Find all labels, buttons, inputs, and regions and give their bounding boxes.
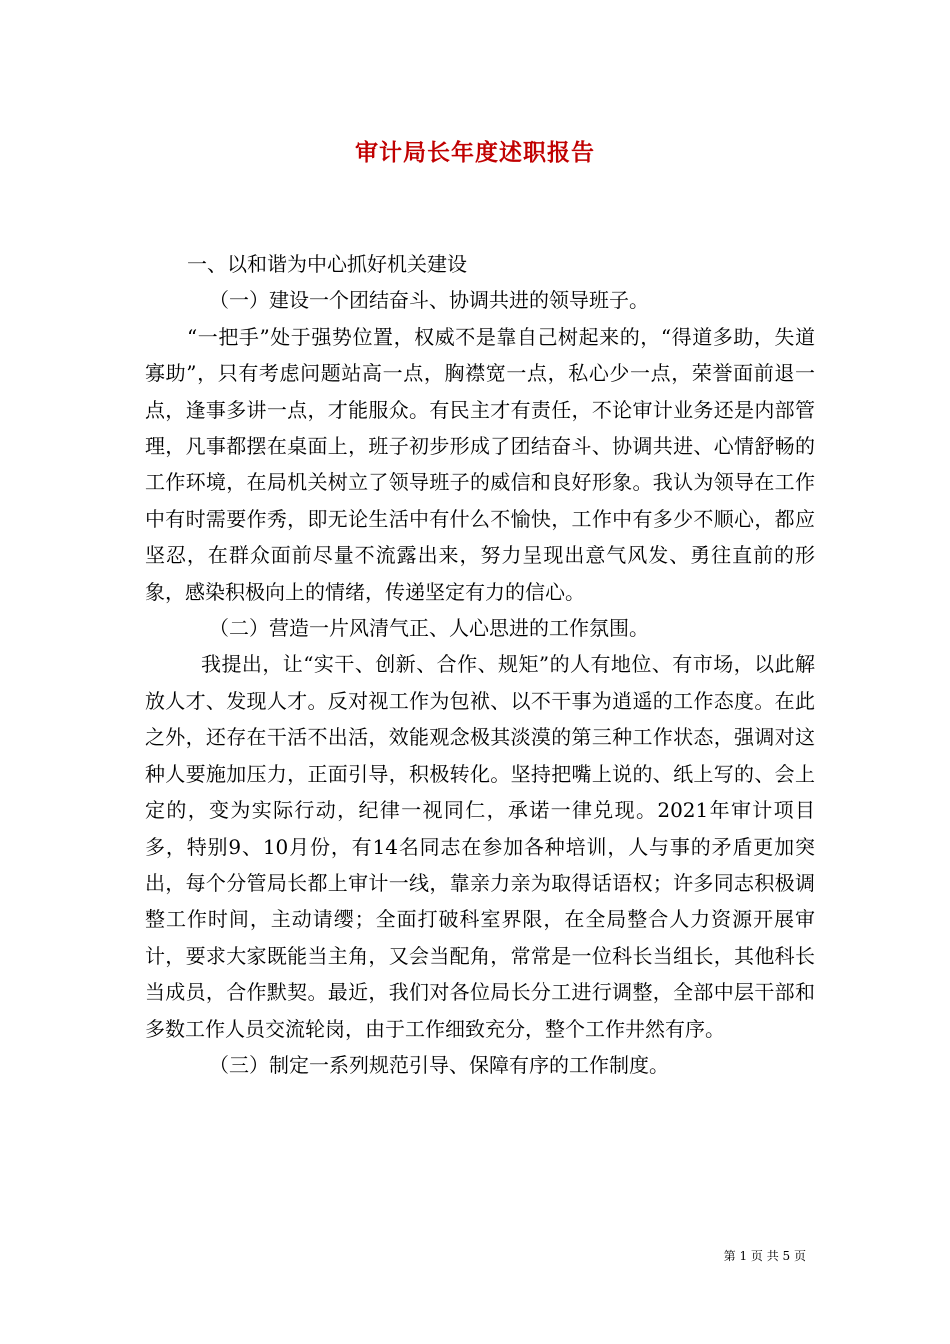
section-heading: 一、以和谐为中心抓好机关建设 [187,252,467,276]
document-title: 审计局长年度述职报告 [355,139,595,166]
paragraph: 我提出，让“实干、创新、合作、规矩”的人有地位、有市场，以此解放人才、发现人才。反对视工作为包袱、以不干事为逍遥的工作态度。在此之外，还存在干活不出活，效能观念极其淡漠的第三种工作状态，强调对这种人要施加压力，正面引导，积极转化。坚持把嘴上说的、纸上写的、会上定的，变为实际行动，纪律一视同仁，承诺一律兑现。2021年审计项目多，特别9、10月份，有14名同志在参加各种培训，人与事的矛盾更加突出，每个分管局长都上审计一线，靠亲力亲为取得话语权；许多同志积极调整工作时间，主动请缨；全面打破科室界限，在全局整合人力资源开展审计，要求大家既能当主角，又会当配角，常常是一位科长当组长，其他科长当成员，合作默契。最近，我们对各位局长分工进行调整，全部中层干部和多数工作人员交流轮岗，由于工作细致充分，整个工作井然有序。 [145,652,815,1041]
paragraph: “一把手”处于强势位置，权威不是靠自己树起来的，“得道多助，失道寡助”，只有考虑问题站高一点，胸襟宽一点，私心少一点，荣誉面前退一点，逢事多讲一点，才能服众。有民主才有责任，不论审计业务还是内部管理，凡事都摆在桌面上，班子初步形成了团结奋斗、协调共进、心情舒畅的工作环境，在局机关树立了领导班子的威信和良好形象。我认为领导在工作中有时需要作秀，即无论生活中有什么不愉快，工作中有多少不顺心，都应坚忍，在群众面前尽量不流露出来，努力呈现出意气风发、勇往直前的形象，感染积极向上的情绪，传递坚定有力的信心。 [145,324,815,604]
subsection-heading: （二）营造一片风清气正、人心思进的工作氛围。 [209,616,649,641]
subsection-heading: （一）建设一个团结奋斗、协调共进的领导班子。 [209,288,649,313]
page-number: 第 1 页 共 5 页 [723,1249,806,1263]
subsection-heading: （三）制定一系列规范引导、保障有序的工作制度。 [209,1052,669,1077]
document-body [145,246,815,1083]
